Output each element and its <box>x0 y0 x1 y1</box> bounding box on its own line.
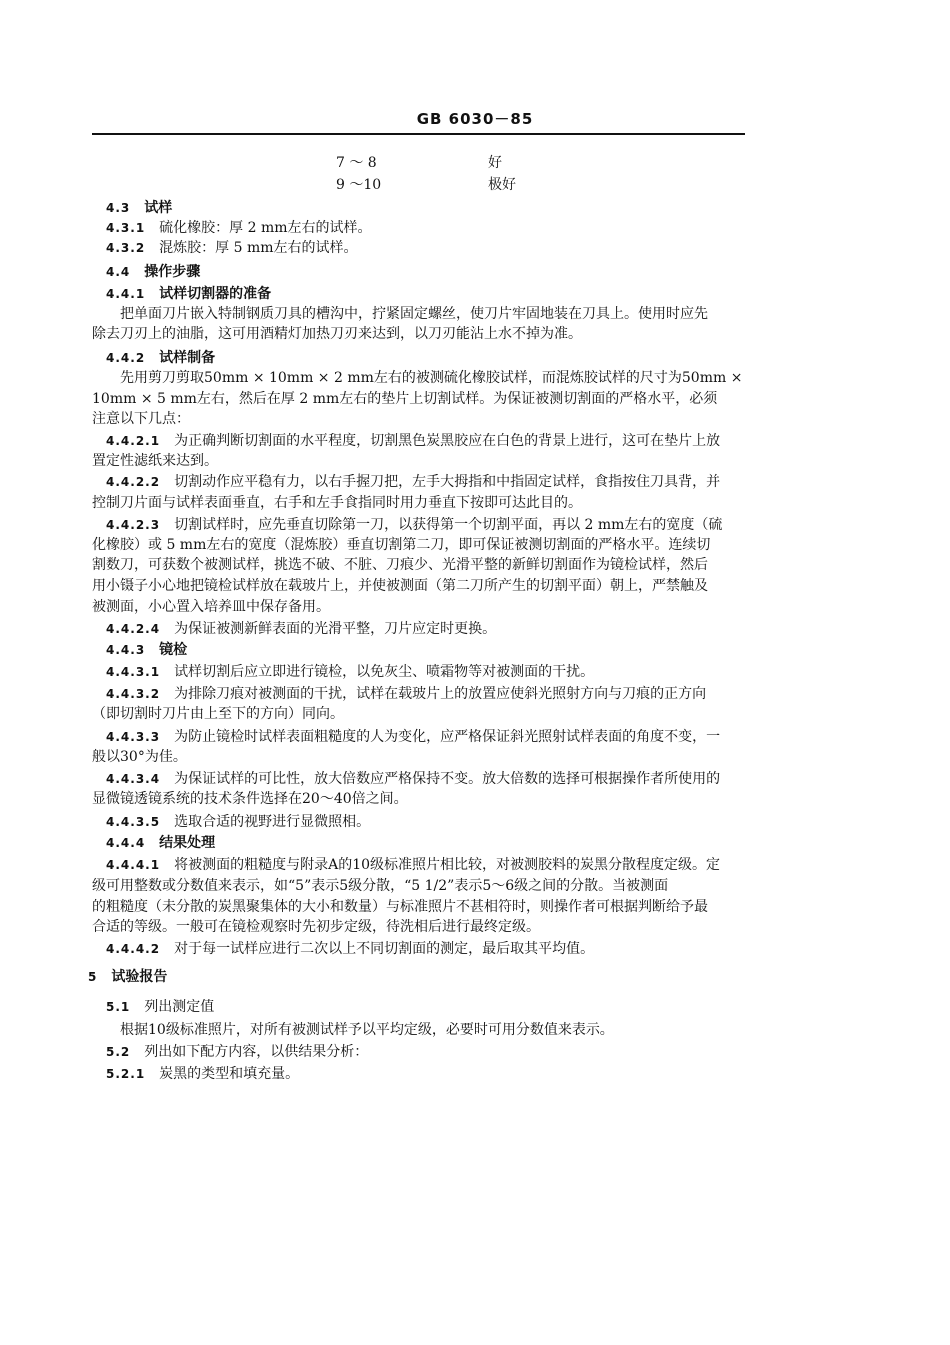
paragraph-line <box>92 897 708 917</box>
body-text: 置定性滤纸来达到。 <box>92 453 218 469</box>
section-number: 4.4.3.1 <box>106 665 161 679</box>
body-text: 切割动作应平稳有力，以右手握刀把，左手大拇指和中指固定试样，食指按住刀具背，并 <box>174 474 721 490</box>
section-number: 4.4.3 <box>106 643 146 657</box>
section-heading: 试样 <box>144 200 173 216</box>
section-heading: 试验报告 <box>111 969 168 985</box>
body-text: 般以30°为佳。 <box>92 749 187 765</box>
section-number: 4.3.2 <box>106 241 146 255</box>
body-text: 控制刀片面与试样表面垂直，右手和左手食指同时用力垂直下按即可达此目的。 <box>92 495 582 511</box>
section-number: 4.4.2.4 <box>106 622 161 636</box>
grade-range: 7 ～ 8 <box>336 155 377 171</box>
section-line <box>106 1042 368 1062</box>
section-line <box>106 515 722 535</box>
section-number: 4.4.4 <box>106 836 146 850</box>
section-line <box>106 198 172 218</box>
paragraph-line <box>92 324 582 344</box>
section-number: 4.4.4.2 <box>106 942 161 956</box>
paragraph-line <box>120 304 708 324</box>
section-number: 4.4.3.5 <box>106 815 161 829</box>
section-line <box>106 238 358 258</box>
section-line <box>106 855 720 875</box>
section-number: 4.4.3.2 <box>106 687 161 701</box>
section-line <box>106 619 496 639</box>
body-text: 切割试样时，应先垂直切除第一刀，以获得第一个切割平面，再以 2 mm左右的宽度（硫 <box>174 517 723 533</box>
paragraph-line <box>92 917 540 937</box>
section-number: 4.4.2.2 <box>106 475 161 489</box>
section-line <box>106 262 200 282</box>
section-number: 5.2.1 <box>106 1067 146 1081</box>
section-line <box>106 997 214 1017</box>
section-heading: 操作步骤 <box>144 264 201 280</box>
body-text: 为正确判断切割面的水平程度，切割黑色炭黑胶应在白色的背景上进行，这可在垫片上放 <box>174 433 721 449</box>
body-text: 级可用整数或分数值来表示，如“5”表示5级分散，“5 1/2”表示5～6级之间的分散。当被测面 <box>92 878 669 894</box>
paragraph-line <box>92 389 717 409</box>
body-text: 用小镊子小心地把镜检试样放在载玻片上，并使被测面（第二刀所产生的切割平面）朝上，严禁触及 <box>92 578 708 594</box>
grade-range: 9 ～10 <box>336 177 382 193</box>
paragraph-line <box>92 876 668 896</box>
section-line <box>106 1064 299 1084</box>
section-heading: 结果处理 <box>159 835 216 851</box>
section-number: 4.4 <box>106 265 131 279</box>
body-text: 显微镜透镜系统的技术条件选择在20～40倍之间。 <box>92 791 408 807</box>
section-heading: 镜检 <box>159 642 188 658</box>
body-text: 根据10级标准照片，对所有被测试样予以平均定级，必要时可用分数值来表示。 <box>120 1022 614 1038</box>
body-text: 混炼胶：厚 5 mm左右的试样。 <box>159 240 358 256</box>
section-line <box>106 684 706 704</box>
body-text: 化橡胶）或 5 mm左右的宽度（混炼胶）垂直切割第二刀，即可保证被测切割面的严格水平。连续切 <box>92 537 711 553</box>
body-text: 为保证试样的可比性，放大倍数应严格保持不变。放大倍数的选择可根据操作者所使用的 <box>174 771 721 787</box>
section-number: 4.3.1 <box>106 221 146 235</box>
section-number: 4.4.2 <box>106 351 146 365</box>
section-line <box>106 769 720 789</box>
section-line <box>106 939 594 959</box>
paragraph-line <box>92 704 344 724</box>
body-text: 把单面刀片嵌入特制钢质刀具的槽沟中，拧紧固定螺丝，使刀片牢固地装在刀具上。使用时应先 <box>120 306 708 322</box>
section-heading: 试样制备 <box>159 350 216 366</box>
section-line <box>106 833 215 853</box>
section-number: 4.4.3.4 <box>106 772 161 786</box>
section-line <box>106 662 594 682</box>
section-line <box>88 967 167 987</box>
body-text: 合适的等级。一般可在镜检观察时先初步定级，待洗相后进行最终定级。 <box>92 919 540 935</box>
section-line <box>106 431 720 451</box>
section-number: 5 <box>88 970 98 984</box>
paragraph-line <box>92 597 330 617</box>
section-number: 4.4.1 <box>106 287 146 301</box>
body-text: 炭黑的类型和填充量。 <box>159 1066 300 1082</box>
paragraph-line <box>92 747 187 767</box>
section-number: 4.4.4.1 <box>106 858 161 872</box>
paragraph-line <box>92 409 190 429</box>
paragraph-line <box>92 451 218 471</box>
body-text: 先用剪刀剪取50mm × 10mm × 2 mm左右的被测硫化橡胶试样，而混炼胶试样的尺寸为50mm × <box>120 370 743 386</box>
section-number: 4.4.3.3 <box>106 730 161 744</box>
paragraph-line <box>92 576 708 596</box>
body-text: 的粗糙度（未分散的炭黑聚集体的大小和数量）与标准照片不甚相符时，则操作者可根据判断给予最 <box>92 899 708 915</box>
body-text: 10mm × 5 mm左右，然后在厚 2 mm左右的垫片上切割试样。为保证被测切割面的严格水平，必须 <box>92 391 718 407</box>
body-text: 列出测定值 <box>144 999 215 1015</box>
section-heading: 试样切割器的准备 <box>159 286 272 302</box>
section-line <box>106 472 720 492</box>
body-text: 硫化橡胶：厚 2 mm左右的试样。 <box>159 220 372 236</box>
paragraph-line <box>92 493 582 513</box>
section-number: 5.1 <box>106 1000 131 1014</box>
body-text: 选取合适的视野进行显微照相。 <box>174 814 371 830</box>
body-text: 将被测面的粗糙度与附录A的10级标准照片相比较，对被测胶料的炭黑分散程度定级。定 <box>174 857 721 873</box>
section-line <box>106 812 370 832</box>
body-text: 为保证被测新鲜表面的光滑平整，刀片应定时更换。 <box>174 621 497 637</box>
section-line <box>106 218 372 238</box>
body-text: （即切割时刀片由上至下的方向）同向。 <box>92 706 344 722</box>
section-line <box>106 348 215 368</box>
grade-label: 好 <box>488 155 502 171</box>
grade-label: 极好 <box>488 177 516 193</box>
body-text: 为排除刀痕对被测面的干扰，试样在载玻片上的放置应使斜光照射方向与刀痕的正方向 <box>174 686 707 702</box>
section-line <box>106 640 187 660</box>
section-number: 5.2 <box>106 1045 131 1059</box>
paragraph-line <box>120 1020 614 1040</box>
paragraph-line <box>92 555 708 575</box>
paragraph-line <box>92 789 408 809</box>
document-code-header: GB 6030－85 <box>416 110 534 128</box>
body-text: 为防止镜检时试样表面粗糙度的人为变化，应严格保证斜光照射试样表面的角度不变，一 <box>174 729 721 745</box>
body-text: 被测面，小心置入培养皿中保存备用。 <box>92 599 330 615</box>
body-text: 除去刀刃上的油脂，这可用酒精灯加热刀刃来达到，以刀刃能沾上水不掉为准。 <box>92 326 582 342</box>
body-text: 割数刀，可获数个被测试样，挑选不破、不脏、刀痕少、光滑平整的新鲜切割面作为镜检试样，然后 <box>92 557 708 573</box>
paragraph-line <box>92 535 710 555</box>
body-text: 列出如下配方内容，以供结果分析： <box>144 1044 369 1060</box>
section-line <box>106 727 720 747</box>
section-number: 4.3 <box>106 201 131 215</box>
paragraph-line <box>120 368 742 388</box>
header-rule <box>92 133 745 135</box>
section-number: 4.4.2.1 <box>106 434 161 448</box>
section-line <box>106 284 271 304</box>
body-text: 对于每一试样应进行二次以上不同切割面的测定，最后取其平均值。 <box>174 941 595 957</box>
section-number: 4.4.2.3 <box>106 518 161 532</box>
body-text: 注意以下几点： <box>92 411 190 427</box>
body-text: 试样切割后应立即进行镜检，以免灰尘、喷霜物等对被测面的干扰。 <box>174 664 595 680</box>
